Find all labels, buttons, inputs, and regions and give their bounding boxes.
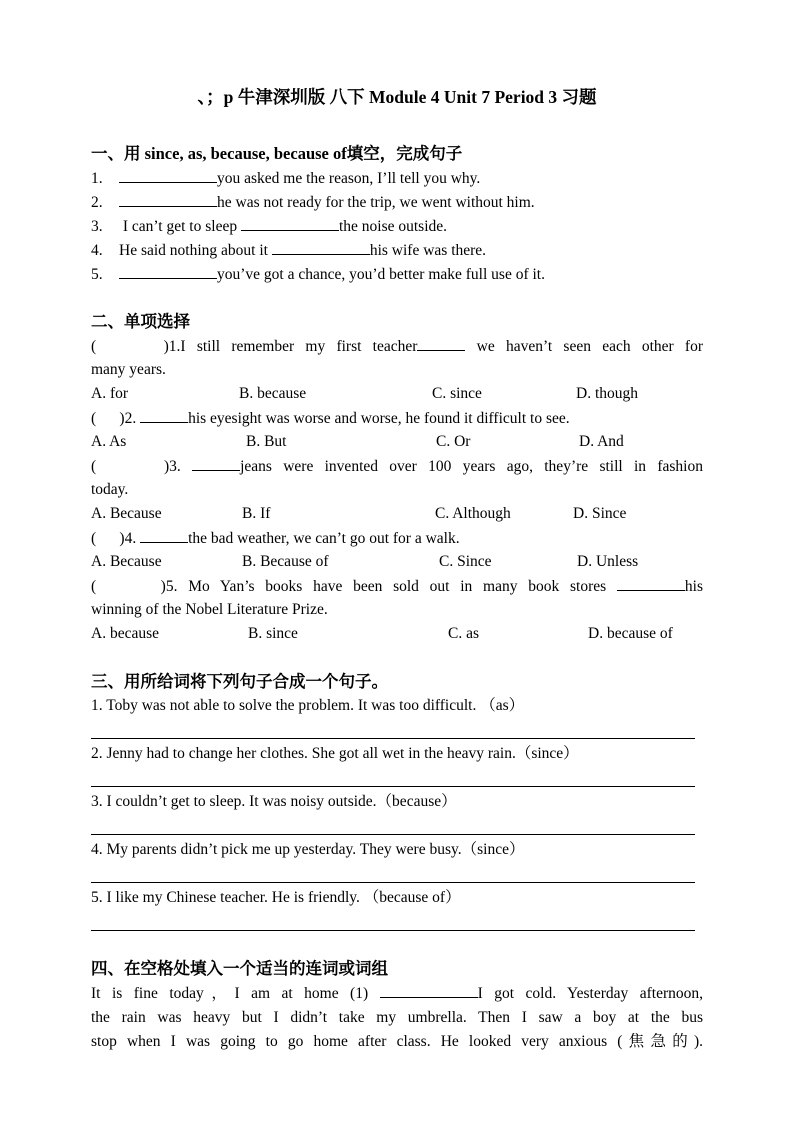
answer-blank[interactable]	[192, 455, 240, 471]
option-d[interactable]: D. Unless	[577, 553, 639, 570]
option-a[interactable]: A. because	[91, 625, 159, 642]
option-c[interactable]: C. Although	[435, 505, 511, 522]
passage-line-3: stop when I was going to go home after class. He looked very anxious (焦急的).	[91, 1033, 703, 1050]
fill-item-1: 1. you asked me the reason, I’ll tell you why.	[91, 167, 480, 190]
option-b[interactable]: B. Because of	[242, 553, 329, 570]
answer-blank[interactable]	[417, 335, 465, 351]
passage-line-1: It is fine today，I am at home (1) I got cold. Yesterday afternoon,	[91, 982, 703, 1006]
answer-blank[interactable]	[617, 575, 685, 591]
option-b[interactable]: B. since	[248, 625, 298, 642]
answer-line[interactable]	[91, 834, 695, 835]
passage-line-2: the rain was heavy but I didn’t take my umbrella. Then I saw a boy at the bus	[91, 1009, 703, 1026]
combine-item-3: 3. I couldn’t get to sleep. It was noisy outside.（because）	[91, 793, 457, 810]
answer-blank[interactable]	[241, 215, 339, 231]
worksheet-title: 、；p 牛津深圳版 八下 Module 4 Unit 7 Period 3 习题	[197, 87, 597, 107]
option-b[interactable]: B. If	[242, 505, 271, 522]
fill-item-2: 2. he was not ready for the trip, we went without him.	[91, 191, 535, 214]
combine-item-5: 5. I like my Chinese teacher. He is friendly. （because of）	[91, 889, 461, 906]
section1-heading: 一、用 since, as, because, because of填空，完成句子	[91, 144, 463, 163]
option-c[interactable]: C. Or	[436, 433, 471, 450]
mc-question-5: ( )5. Mo Yan’s books have been sold out in many book stores his	[91, 575, 703, 598]
option-c[interactable]: C. since	[432, 385, 482, 402]
answer-line[interactable]	[91, 882, 695, 883]
answer-line[interactable]	[91, 786, 695, 787]
answer-blank[interactable]	[140, 527, 188, 543]
fill-item-4: 4. He said nothing about it his wife was there.	[91, 239, 486, 262]
fill-item-5: 5. you’ve got a chance, you’d better make full use of it.	[91, 263, 545, 286]
fill-item-3: 3. I can’t get to sleep the noise outside.	[91, 215, 447, 238]
combine-item-4: 4. My parents didn’t pick me up yesterday. They were busy.（since）	[91, 841, 525, 858]
mc-question-5-cont: winning of the Nobel Literature Prize.	[91, 601, 328, 618]
mc-question-2: ( )2. his eyesight was worse and worse, he found it difficult to see.	[91, 407, 570, 430]
option-d[interactable]: D. And	[579, 433, 624, 450]
option-c[interactable]: C. as	[448, 625, 479, 642]
answer-blank[interactable]	[140, 407, 188, 423]
section4-heading: 四、在空格处填入一个适当的连词或词组	[91, 959, 388, 978]
section2-heading: 二、单项选择	[91, 312, 190, 331]
combine-item-2: 2. Jenny had to change her clothes. She got all wet in the heavy rain.（since）	[91, 745, 579, 762]
section3-heading: 三、用所给词将下列句子合成一个句子。	[91, 672, 388, 691]
answer-blank[interactable]	[119, 167, 217, 183]
option-a[interactable]: A. Because	[91, 505, 162, 522]
option-a[interactable]: A. for	[91, 385, 129, 402]
answer-line[interactable]	[91, 738, 695, 739]
option-a[interactable]: A. As	[91, 433, 127, 450]
option-b[interactable]: B. But	[246, 433, 287, 450]
mc-question-3-cont: today.	[91, 481, 129, 498]
answer-blank[interactable]	[380, 982, 478, 998]
answer-line[interactable]	[91, 930, 695, 931]
answer-blank[interactable]	[272, 239, 370, 255]
option-d[interactable]: D. Since	[573, 505, 627, 522]
mc-question-1: ( )1.I still remember my first teacher we haven’t seen each other for	[91, 335, 703, 358]
option-a[interactable]: A. Because	[91, 553, 162, 570]
option-d[interactable]: D. because of	[588, 625, 673, 642]
option-c[interactable]: C. Since	[439, 553, 492, 570]
answer-blank[interactable]	[119, 263, 217, 279]
mc-question-1-cont: many years.	[91, 361, 166, 378]
mc-question-4: ( )4. the bad weather, we can’t go out for a walk.	[91, 527, 460, 550]
option-d[interactable]: D. though	[576, 385, 638, 402]
answer-blank[interactable]	[119, 191, 217, 207]
mc-question-3: ( )3. jeans were invented over 100 years ago, they’re still in fashion	[91, 455, 703, 478]
combine-item-1: 1. Toby was not able to solve the problem. It was too difficult. （as）	[91, 697, 525, 714]
option-b[interactable]: B. because	[239, 385, 307, 402]
